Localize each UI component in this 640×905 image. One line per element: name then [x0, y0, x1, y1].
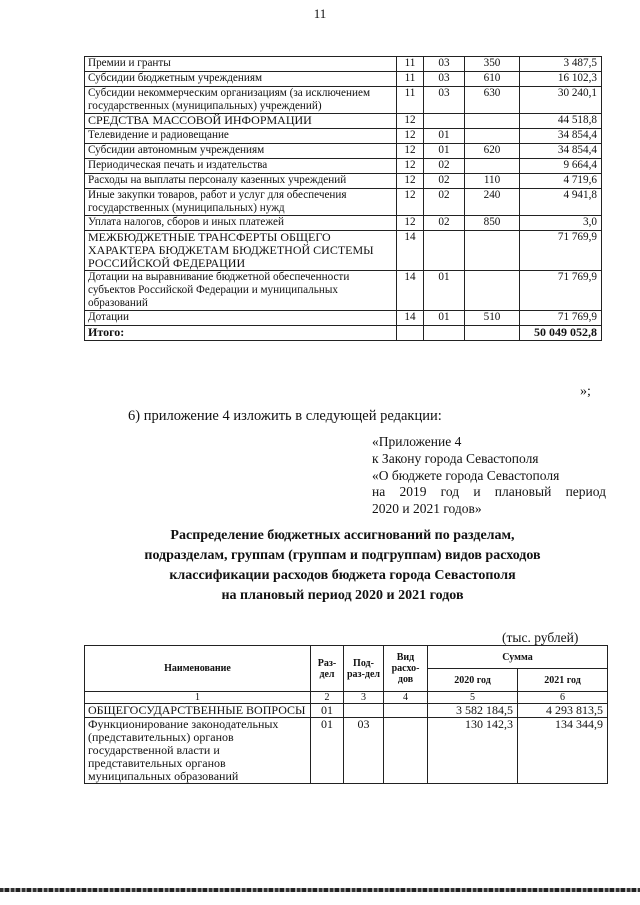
row-section: 11	[397, 57, 424, 72]
table-row	[85, 87, 602, 114]
appendix-line: «О бюджете города Севастополя	[372, 467, 560, 483]
row-amount: 30 240,1	[520, 87, 602, 114]
row-type	[465, 114, 520, 129]
scan-edge-band	[0, 888, 640, 892]
row-section: 12	[397, 129, 424, 144]
row-name: Премии и гранты	[85, 57, 397, 72]
appendix-line: на 2019 год и плановый период	[372, 484, 606, 500]
row-type: 850	[465, 216, 520, 231]
budget-table	[84, 56, 602, 341]
heading-line: подразделам, группам (группам и подгруппам) видов расходов	[144, 548, 541, 563]
heading-line: классификации расходов бюджета города Севастополя	[169, 568, 516, 583]
row-amount: 34 854,4	[520, 144, 602, 159]
appendix-line: 2020 и 2021 годов»	[372, 501, 482, 517]
table-row	[85, 159, 602, 174]
heading-line: на плановый период 2020 и 2021 годов	[221, 588, 464, 603]
row-name: Иные закупки товаров, работ и услуг для обеспечения государственных (муниципальных) нужд	[85, 189, 397, 216]
row-amount: 9 664,4	[520, 159, 602, 174]
row-subsection: 02	[424, 216, 465, 231]
row-subsection: 03	[424, 57, 465, 72]
row-subsection: 01	[424, 311, 465, 326]
row-amount-2021: 134 344,9	[518, 718, 608, 784]
row-amount: 71 769,9	[520, 231, 602, 271]
row-section: 14	[397, 311, 424, 326]
closing-quote-mark: »;	[580, 384, 591, 399]
row-section: 01	[311, 704, 344, 718]
row-type: 240	[465, 189, 520, 216]
row-amount-2020: 130 142,3	[428, 718, 518, 784]
row-subsection: 02	[424, 159, 465, 174]
table-row	[85, 216, 602, 231]
total-amount: 50 049 052,8	[520, 326, 602, 341]
appendix-line: «Приложение 4	[372, 434, 462, 449]
row-amount: 16 102,3	[520, 72, 602, 87]
header-year-2021: 2021 год	[518, 669, 608, 692]
row-type: 510	[465, 311, 520, 326]
table-row	[85, 271, 602, 311]
row-subsection	[344, 704, 384, 718]
index-cell: 1	[85, 692, 311, 704]
row-name: Субсидии автономным учреждениям	[85, 144, 397, 159]
distribution-table	[84, 645, 608, 784]
table-row	[85, 189, 602, 216]
table-row	[85, 129, 602, 144]
row-subsection	[424, 231, 465, 271]
row-type	[384, 718, 428, 784]
row-section: 14	[397, 271, 424, 311]
row-amount-2020: 3 582 184,5	[428, 704, 518, 718]
row-name: Дотации	[85, 311, 397, 326]
row-type: 350	[465, 57, 520, 72]
row-amount: 71 769,9	[520, 271, 602, 311]
row-subsection: 02	[424, 189, 465, 216]
appendix-reference	[372, 434, 606, 518]
index-cell: 5	[428, 692, 518, 704]
row-name: Дотации на выравнивание бюджетной обеспеченности субъектов Российской Федерации и муниципальных образований	[85, 271, 397, 311]
units-label: (тыс. рублей)	[502, 630, 579, 645]
row-section: 11	[397, 87, 424, 114]
row-amount-2021: 4 293 813,5	[518, 704, 608, 718]
table-row	[85, 718, 608, 784]
row-type	[465, 231, 520, 271]
row-type	[465, 129, 520, 144]
appendix-line: к Закону города Севастополя	[372, 450, 539, 466]
row-type: 110	[465, 174, 520, 189]
header-name: Наименование	[85, 646, 311, 692]
row-type	[384, 704, 428, 718]
header-year-2020: 2020 год	[428, 669, 518, 692]
table-row	[85, 174, 602, 189]
row-name: Функционирование законодательных (представительных) органов государственной власти и представительных органов муниципальных образований	[85, 718, 311, 784]
header-subsection: Под-раз-дел	[344, 646, 384, 692]
table-row	[85, 704, 608, 718]
table-row	[85, 144, 602, 159]
row-subsection: 01	[424, 271, 465, 311]
row-subsection: 01	[424, 129, 465, 144]
total-row	[85, 326, 602, 341]
row-amount: 3,0	[520, 216, 602, 231]
table-row	[85, 57, 602, 72]
row-subsection	[424, 114, 465, 129]
row-name: Телевидение и радиовещание	[85, 129, 397, 144]
row-subsection: 03	[424, 72, 465, 87]
row-amount: 34 854,4	[520, 129, 602, 144]
row-name: ОБЩЕГОСУДАРСТВЕННЫЕ ВОПРОСЫ	[85, 704, 311, 718]
row-subsection: 03	[424, 87, 465, 114]
table-row	[85, 72, 602, 87]
document-heading	[84, 526, 601, 606]
index-cell: 3	[344, 692, 384, 704]
index-cell: 2	[311, 692, 344, 704]
total-label: Итого:	[85, 326, 397, 341]
row-subsection: 02	[424, 174, 465, 189]
row-type: 630	[465, 87, 520, 114]
row-name: Периодическая печать и издательства	[85, 159, 397, 174]
row-section: 12	[397, 159, 424, 174]
index-cell: 4	[384, 692, 428, 704]
row-section: 12	[397, 189, 424, 216]
row-name: МЕЖБЮДЖЕТНЫЕ ТРАНСФЕРТЫ ОБЩЕГО ХАРАКТЕРА БЮДЖЕТАМ БЮДЖЕТНОЙ СИСТЕМЫ РОССИЙСКОЙ ФЕДЕРАЦИИ	[85, 231, 397, 271]
row-type: 610	[465, 72, 520, 87]
row-amount: 4 941,8	[520, 189, 602, 216]
row-name: СРЕДСТВА МАССОВОЙ ИНФОРМАЦИИ	[85, 114, 397, 129]
table-row	[85, 231, 602, 271]
header-type: Вид расхо-дов	[384, 646, 428, 692]
row-section: 12	[397, 144, 424, 159]
row-subsection: 01	[424, 144, 465, 159]
row-name: Субсидии бюджетным учреждениям	[85, 72, 397, 87]
row-name: Субсидии некоммерческим организациям (за исключением государственных (муниципальных) учреждений)	[85, 87, 397, 114]
page-number: 11	[313, 6, 327, 21]
header-sum: Сумма	[428, 646, 608, 669]
row-section: 12	[397, 114, 424, 129]
row-subsection: 03	[344, 718, 384, 784]
row-type	[465, 159, 520, 174]
row-amount: 3 487,5	[520, 57, 602, 72]
table-row	[85, 114, 602, 129]
index-row	[85, 692, 608, 704]
heading-line: Распределение бюджетных ассигнований по разделам,	[170, 528, 515, 543]
header-section: Раз-дел	[311, 646, 344, 692]
table-row	[85, 311, 602, 326]
row-section: 14	[397, 231, 424, 271]
row-type	[465, 271, 520, 311]
row-section: 12	[397, 216, 424, 231]
header-row	[85, 646, 608, 669]
row-amount: 44 518,8	[520, 114, 602, 129]
row-name: Расходы на выплаты персоналу казенных учреждений	[85, 174, 397, 189]
row-section: 12	[397, 174, 424, 189]
row-section: 11	[397, 72, 424, 87]
row-type: 620	[465, 144, 520, 159]
row-amount: 4 719,6	[520, 174, 602, 189]
row-section: 01	[311, 718, 344, 784]
row-amount: 71 769,9	[520, 311, 602, 326]
index-cell: 6	[518, 692, 608, 704]
amendment-instruction: 6) приложение 4 изложить в следующей редакции:	[128, 408, 442, 424]
row-name: Уплата налогов, сборов и иных платежей	[85, 216, 397, 231]
